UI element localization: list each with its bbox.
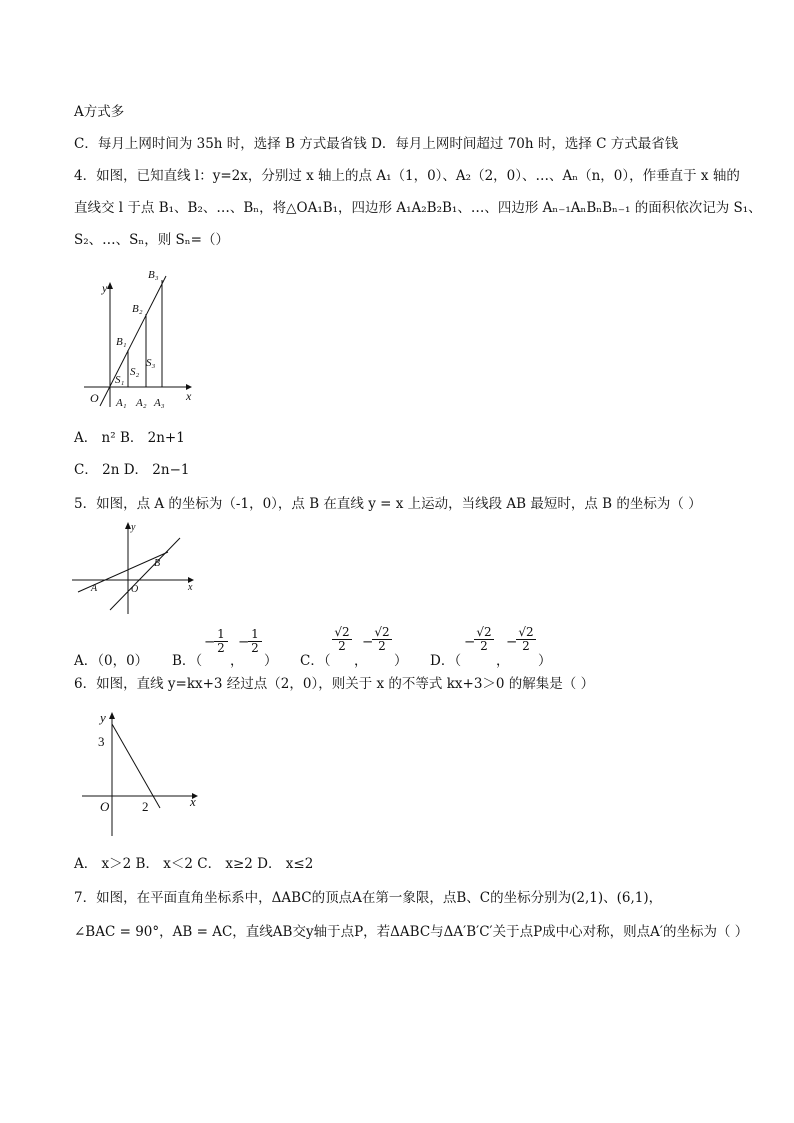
q4-options-row1: A． n² B． 2n+1 (74, 430, 185, 446)
q3-options: C．每月上网时间为 35h 时，选择 B 方式最省钱 D．每月上网时间超过 70h 时，选择 C 方式最省钱 (74, 136, 679, 152)
q5-option-a: A．（0，0） (74, 653, 149, 669)
q5-option-c-suffix: ） (394, 653, 408, 669)
q5-d-frac2-den: 2 (522, 639, 530, 653)
q5-option-d-prefix: D．（ (430, 653, 462, 669)
q5-b-frac1-den: 2 (217, 641, 225, 655)
q5-option-b-neg1: − (204, 634, 216, 650)
q5-y-label: y (131, 522, 136, 533)
q5-option-d-frac1 (474, 626, 494, 653)
q4-options-row2: C． 2n D． 2n−1 (74, 462, 190, 478)
q5-c-frac2-den: 2 (378, 639, 386, 653)
q4-label-b2: B₂ (132, 303, 143, 315)
q6-line (112, 724, 160, 808)
q5-option-d-suffix: ） (538, 653, 552, 669)
q5-option-c-frac1 (332, 626, 352, 653)
q5-option-c-mid: ， (354, 653, 368, 669)
q6-options: A． x＞2 B． x＜2 C． x≥2 D． x≤2 (74, 856, 314, 872)
q4-y-arrow (107, 282, 113, 289)
q5-option-b-frac2 (248, 628, 262, 655)
q5-d-frac1-den: 2 (480, 639, 488, 653)
q5-d-frac2-num: √2 (516, 626, 536, 640)
q5-option-c-prefix: C．（ (300, 653, 331, 669)
q6-origin-label: O (100, 799, 110, 814)
q4-label-b1: B₁ (116, 336, 127, 348)
q5-option-b-prefix: B．（ (172, 653, 203, 669)
q5-label-a: A (91, 583, 98, 594)
q5-option-d-frac2 (516, 626, 536, 653)
q4-x-label: x (186, 389, 192, 403)
q6-x-intercept-label: 2 (142, 799, 149, 814)
q6-y-label: y (100, 710, 106, 725)
q5-c-frac1-num: √2 (332, 626, 352, 640)
q6-y-intercept-label: 3 (98, 734, 105, 749)
q6-y-arrow (109, 712, 115, 719)
q5-option-b-neg2: − (238, 634, 250, 650)
q5-option-b-frac1 (214, 628, 228, 655)
q5-option-c-frac2 (372, 626, 392, 653)
q4-label-a2: A₂ (136, 397, 147, 409)
q4-label-s1: S₁ (115, 374, 125, 386)
q7-stem-line1: 7．如图，在平面直角坐标系中，ΔABC的顶点A在第一象限，点B、C的坐标分别为(2,1)、(6,1)， (74, 890, 663, 906)
q4-figure (78, 262, 208, 410)
q5-option-b-suffix: ） (264, 653, 278, 669)
q5-b-frac2-den: 2 (251, 641, 259, 655)
q4-stem-line1: 4．如图，已知直线 l：y=2x，分别过 x 轴上的点 A₁（1，0）、A₂（2，0）、…、Aₙ（n，0），作垂直于 x 轴的 (74, 168, 740, 184)
q4-stem-line2: 直线交 l 于点 B₁、B₂、…、Bₙ，将△OA₁B₁，四边形 A₁A₂B₂B₁、…、四边形 Aₙ₋₁AₙBₙBₙ₋₁ 的面积依次记为 S₁、 (74, 200, 762, 216)
q4-stem-line3: S₂、…、Sₙ，则 Sₙ=（） (74, 232, 229, 248)
q4-label-a1: A₁ (116, 397, 127, 409)
q4-origin-label: O (90, 391, 99, 405)
q5-b-frac1-num: 1 (214, 628, 228, 642)
q5-option-b-mid: ， (230, 653, 244, 669)
q4-label-s3: S₃ (146, 357, 156, 369)
q5-option-d-mid: ， (496, 653, 510, 669)
q4-label-b3: B₃ (148, 269, 159, 281)
q4-label-s2: S₂ (130, 366, 140, 378)
q5-figure (70, 518, 200, 618)
q5-option-d-neg1: − (464, 634, 476, 650)
q6-stem: 6．如图，直线 y=kx+3 经过点（2，0），则关于 x 的不等式 kx+3＞0 的解集是（ ） (74, 676, 595, 692)
q5-option-c-neg: − (362, 634, 374, 650)
q5-origin-label: O (131, 584, 139, 595)
q5-c-frac1-den: 2 (338, 639, 346, 653)
q6-figure (78, 704, 208, 838)
q5-line-y-eq-x (110, 538, 180, 610)
q5-c-frac2-num: √2 (372, 626, 392, 640)
q7-stem-line2: ∠BAC = 90°，AB = AC，直线AB交y轴于点P，若ΔABC与ΔA′B′C′关于点P成中心对称，则点A′的坐标为（ ） (74, 924, 749, 940)
q5-label-b: B (154, 558, 161, 569)
q5-b-frac2-num: 1 (248, 628, 262, 642)
q6-x-label: x (190, 794, 196, 809)
q5-x-label: x (188, 582, 193, 593)
q3-tail: A方式多 (74, 104, 125, 120)
q4-label-a3: A₃ (154, 397, 165, 409)
q5-option-d-neg2: − (506, 634, 518, 650)
q5-d-frac1-num: √2 (474, 626, 494, 640)
q5-stem: 5．如图，点 A 的坐标为（-1，0），点 B 在直线 y = x 上运动，当线段 AB 最短时，点 B 的坐标为（ ） (74, 496, 702, 512)
q4-y-label: y (102, 281, 108, 295)
